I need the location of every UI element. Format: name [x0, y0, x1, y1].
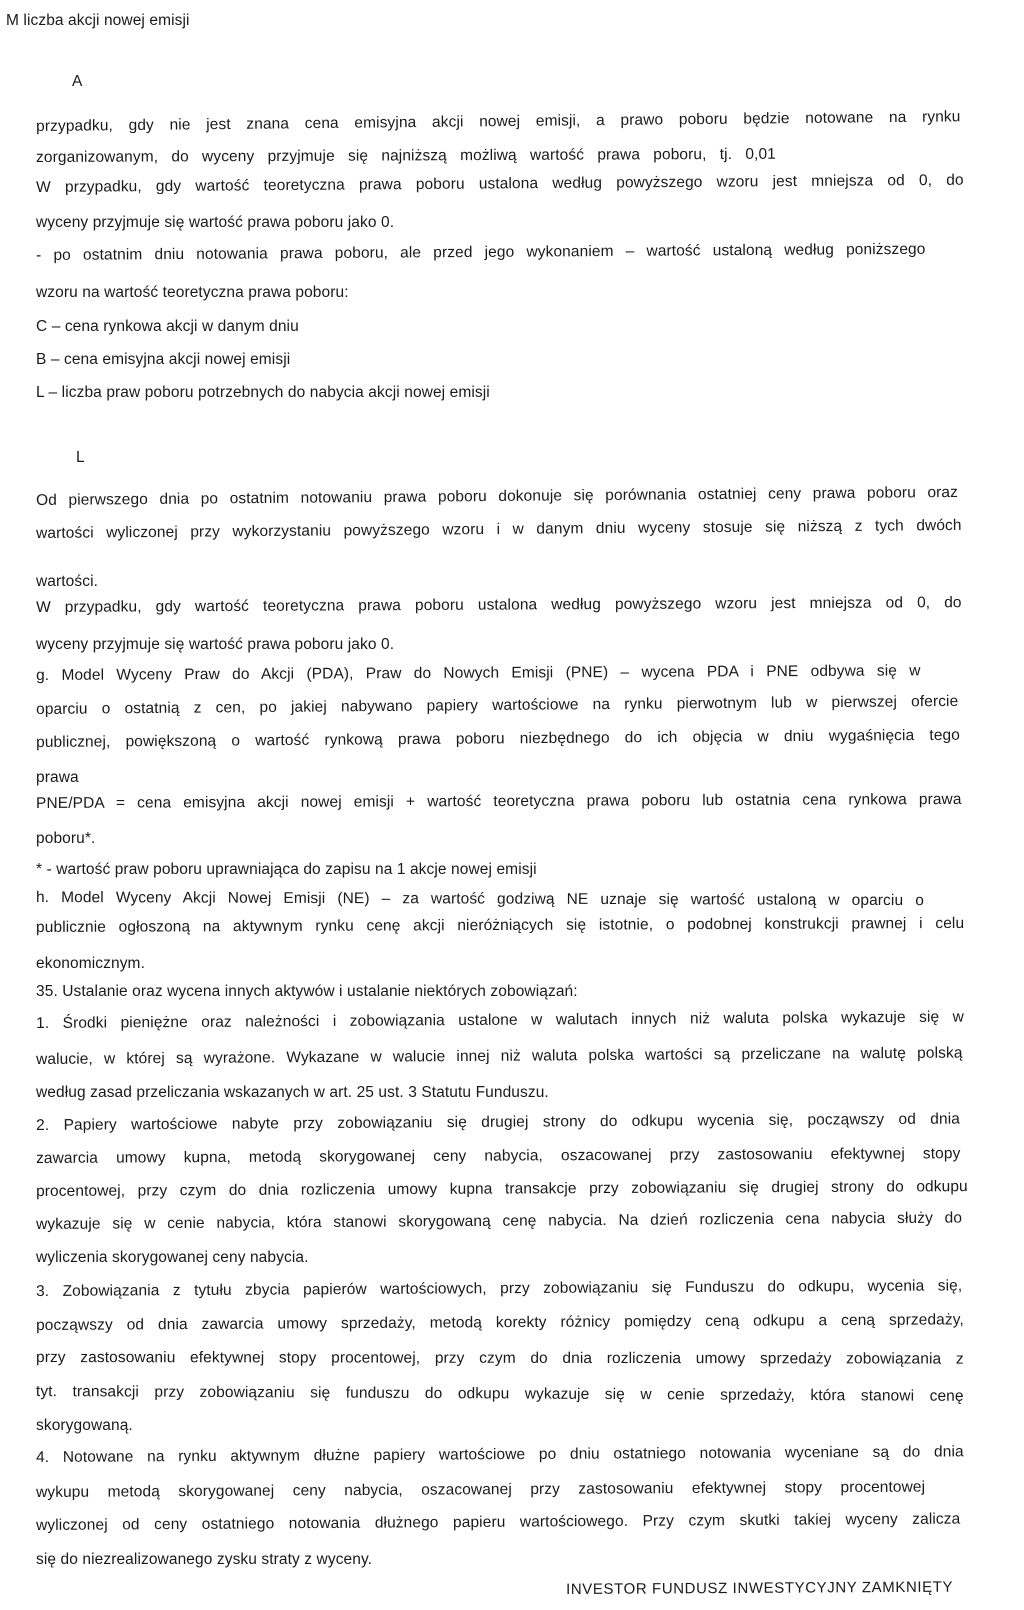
text-line: walucie, w której są wyrażone. Wykazane w walucie innej niż waluta polska wartości są przeliczane na walutę polską [36, 1044, 963, 1068]
text-line: * - wartość praw poboru uprawniająca do zapisu na 1 akcje nowej emisji [36, 861, 537, 878]
text-line: zorganizowanym, do wyceny przyjmuje się najniższą możliwą wartość prawa poboru, tj. 0,01 [36, 145, 776, 166]
text-line: g. Model Wyceny Praw do Akcji (PDA), Praw do Nowych Emisji (PNE) – wycena PDA i PNE odbywa się w [36, 662, 921, 684]
text-line: - po ostatnim dniu notowania prawa poboru, ale przed jego wykonaniem – wartość ustaloną według poniższego [36, 240, 926, 264]
footer-fund-name: INVESTOR FUNDUSZ INWESTYCYJNY ZAMKNIĘTY [566, 1578, 954, 1598]
text-line: 1. Środki pieniężne oraz należności i zobowiązania ustalone w walutach innych niż waluta polska wykazuje się w [36, 1008, 964, 1032]
text-line: 4. Notowane na rynku aktywnym dłużne papiery wartościowe po dniu ostatniego notowania wyceniane są do dnia [36, 1443, 964, 1466]
text-line: 35. Ustalanie oraz wycena innych aktywów i ustalanie niektórych zobowiązań: [36, 983, 578, 1000]
text-line: M liczba akcji nowej emisji [6, 12, 190, 29]
text-line: publicznej, powiększoną o wartość rynkową prawa poboru niezbędnego do ich objęcia w dniu wygaśnięcia tego [36, 726, 961, 751]
text-line: począwszy od dnia zawarcia umowy sprzedaży, metodą korekty różnicy pomiędzy ceną odkupu a ceną sprzedaży, [36, 1311, 964, 1334]
text-line: publicznie ogłoszoną na aktywnym rynku cenę akcji nieróżniących się istotnie, o podobnej konstrukcji prawnej i celu [36, 914, 965, 936]
text-line: 2. Papiery wartościowe nabyte przy zobowiązaniu się drugiej strony do odkupu wycenia się, począwszy od dnia [36, 1110, 961, 1134]
text-line: przypadku, gdy nie jest znana cena emisyjna akcji nowej emisji, a prawo poboru będzie notowane na rynku [36, 108, 961, 135]
text-line: według zasad przeliczania wskazanych w art. 25 ust. 3 Statutu Funduszu. [36, 1084, 549, 1101]
text-line: procentowej, przy czym do dnia rozliczenia umowy kupna transakcje przy zobowiązaniu się drugiej strony do odkupu [36, 1178, 968, 1200]
text-line: W przypadku, gdy wartość teoretyczna prawa poboru ustalona według powyższego wzoru jest mniejsza od 0, do [36, 171, 964, 196]
text-line: przy zastosowaniu efektywnej stopy procentowej, przy czym do dnia rozliczenia umowy sprzedaży zobowiązania z [35, 1349, 964, 1368]
text-line: wzoru na wartość teoretyczna prawa poboru: [36, 284, 349, 301]
text-line: skorygowaną. [36, 1417, 133, 1434]
text-line: Od pierwszego dnia po ostatnim notowaniu prawa poboru dokonuje się porównania ostatniej ceny prawa poboru oraz [36, 483, 959, 509]
text-line: wyceny przyjmuje się wartość prawa poboru jako 0. [36, 214, 395, 231]
text-line: prawa [36, 769, 79, 786]
text-line: PNE/PDA = cena emisyjna akcji nowej emisji + wartość teoretyczna prawa poboru lub ostatnia cena rynkowa prawa [36, 790, 962, 812]
text-line: L – liczba praw poboru potrzebnych do nabycia akcji nowej emisji [36, 384, 490, 401]
text-line: oparciu o ostatnią z cen, po jakiej nabywano papiery wartościowe na rynku pierwotnym lub w pierwszej ofercie [36, 692, 959, 718]
text-line: 3. Zobowiązania z tytułu zbycia papierów wartościowych, przy zobowiązaniu się Funduszu do odkupu, wycenia się, [36, 1277, 963, 1300]
text-line: L [76, 449, 85, 466]
text-line: wykazuje się w cenie nabycia, która stanowi skorygowaną cenę nabycia. Na dzień rozliczenia cena nabycia służy do [36, 1209, 963, 1233]
text-line: wartości. [36, 573, 99, 590]
text-line: wykupu metodą skorygowanej ceny nabycia, oszacowanej przy zastosowaniu efektywnej stopy procentowej [36, 1478, 926, 1501]
text-line: C – cena rynkowa akcji w danym dniu [36, 318, 299, 335]
text-line: wartości wyliczonej przy wykorzystaniu powyższego wzoru i w danym dniu wyceny stosuje się niższą z tych dwóch [36, 516, 962, 542]
text-line: poboru*. [36, 830, 96, 847]
text-line: wyliczenia skorygowanej ceny nabycia. [36, 1249, 309, 1266]
text-line: h. Model Wyceny Akcji Nowej Emisji (NE) – za wartość godziwą NE uznaje się wartość ustaloną w oparciu o [35, 889, 924, 910]
text-line: tyt. transakcji przy zobowiązaniu się funduszu do odkupu wykazuje się w cenie sprzedaży, która stanowi cenę [35, 1383, 964, 1405]
text-line: ekonomicznym. [36, 955, 145, 972]
text-line: wyceny przyjmuje się wartość prawa poboru jako 0. [36, 636, 395, 653]
text-line: się do niezrealizowanego zysku straty z wyceny. [36, 1551, 373, 1568]
text-line: wyliczonej od ceny ostatniego notowania dłużnego papieru wartościowego. Przy czym skutki takiej wyceny zalicza [36, 1510, 961, 1534]
text-line: A [72, 73, 83, 90]
text-line: B – cena emisyjna akcji nowej emisji [36, 351, 291, 368]
text-line: W przypadku, gdy wartość teoretyczna prawa poboru ustalona według powyższego wzoru jest mniejsza od 0, do [36, 594, 962, 616]
text-line: zawarcia umowy kupna, metodą skorygowanej ceny nabycia, oszacowanej przy zastosowaniu efektywnej stopy [36, 1145, 961, 1167]
